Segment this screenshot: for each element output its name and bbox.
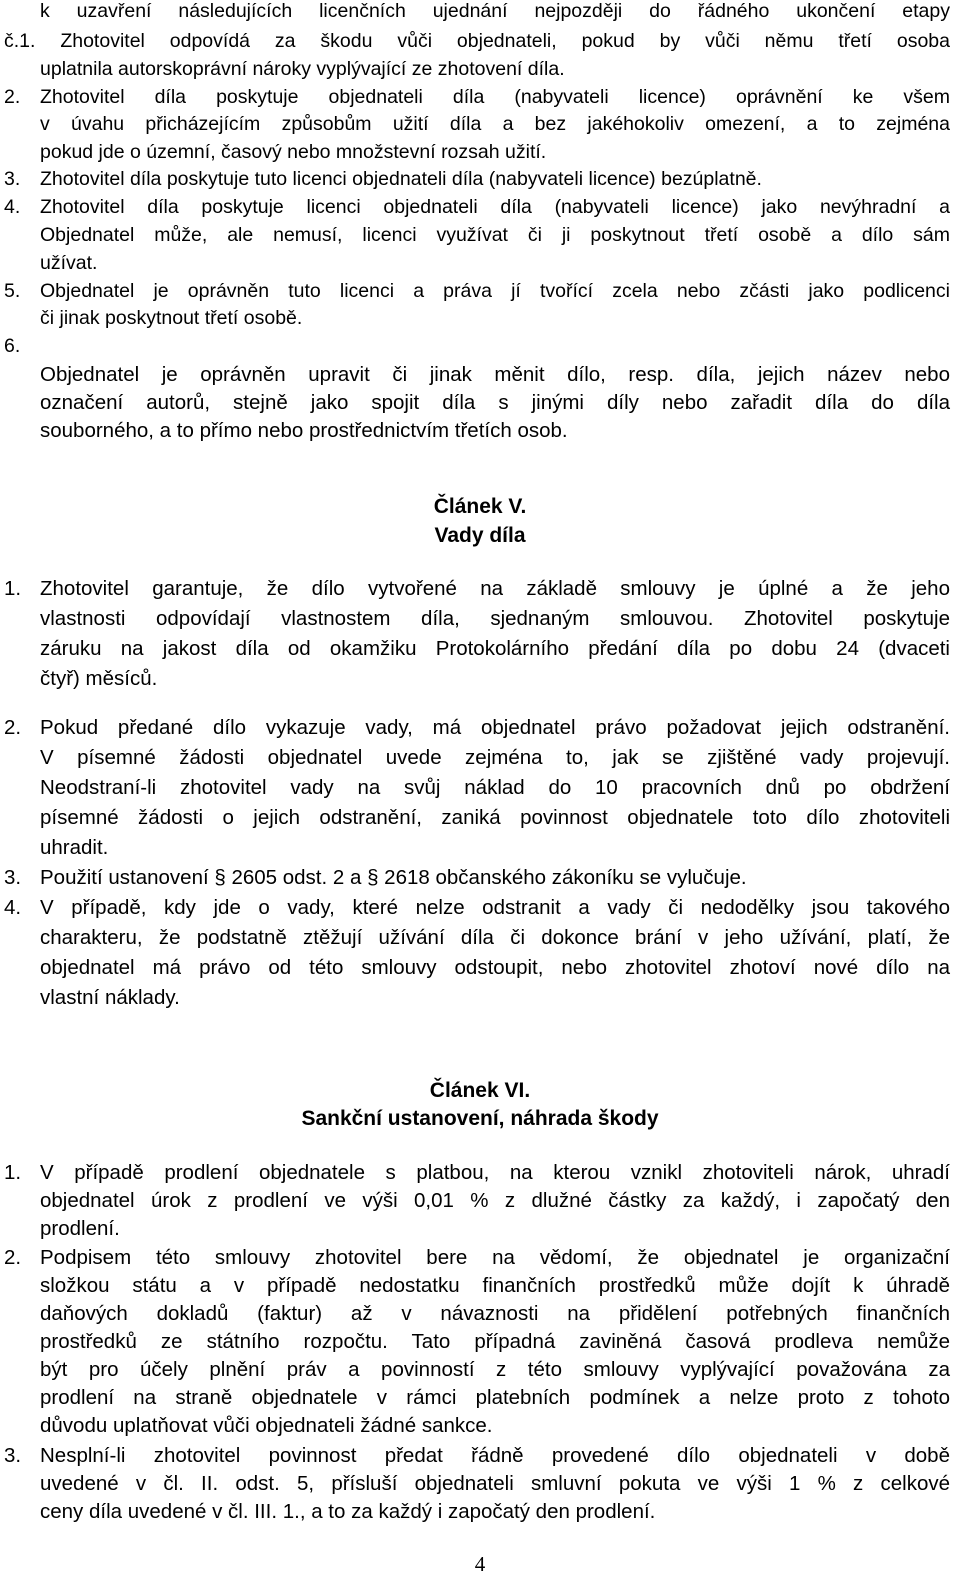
list-item-line: Neodstraní-li zhotovitel vady na svůj náklad do 10 pracovních dnů po obdržení xyxy=(40,776,950,799)
list-item-line: Pokud předané dílo vykazuje vady, má objednatel právo požadovat jejich odstranění. xyxy=(40,716,950,739)
article-subtitle: Sankční ustanovení, náhrada škody xyxy=(301,1107,659,1130)
article-title: Článek V. xyxy=(433,495,527,518)
list-item-line: důvodu uplatňovat vůči objednateli žádné sankce. xyxy=(40,1414,493,1437)
list-item-line: Zhotovitel díla poskytuje objednateli díla (nabyvateli licence) oprávnění ke všem xyxy=(40,86,950,108)
list-item-line: Podpisem této smlouvy zhotovitel bere na vědomí, že objednatel je organizační xyxy=(40,1246,950,1269)
list-number: 1. xyxy=(4,1161,22,1184)
intro-line: č.1. Zhotovitel odpovídá za škodu vůči objednateli, pokud by vůči němu třetí osoba xyxy=(4,30,950,52)
list-number: 4. xyxy=(4,196,21,218)
list-item-line: Použití ustanovení § 2605 odst. 2 a § 2618 občanského zákoníku se vylučuje. xyxy=(40,866,747,889)
list-item-line: pokud jde o územní, časový nebo množstevní rozsah užití. xyxy=(40,141,547,163)
list-item-line: Objednatel je oprávněn tuto licenci a práva jí tvořící zcela nebo zčásti jako podlicenci xyxy=(40,280,950,302)
list-number: 1. xyxy=(4,577,22,600)
list-item-line: složkou státu a v případě nedostatku finančních prostředků může dojít k úhradě xyxy=(40,1274,950,1297)
list-item-line: Zhotovitel garantuje, že dílo vytvořené na základě smlouvy je úplné a že jeho xyxy=(40,577,950,600)
list-item-line: Objednatel může, ale nemusí, licenci využívat či ji poskytnout třetí osobě a dílo sám xyxy=(40,224,950,246)
list-item-line: či jinak poskytnout třetí osobě. xyxy=(40,307,303,329)
article-subtitle: Vady díla xyxy=(434,524,526,547)
list-item-line: daňových dokladů (faktur) až v návaznosti na přidělení potřebných finančních xyxy=(40,1302,950,1325)
list-item-line: objednatel má právo od této smlouvy odstoupit, nebo zhotovitel zhotoví nové dílo na xyxy=(40,956,950,979)
list-item-line: objednatel úrok z prodlení ve výši 0,01 % z dlužné částky za každý, i započatý den xyxy=(40,1189,950,1212)
list-item-line: písemné žádosti o jejich odstranění, zaniká povinnost objednatele toto dílo zhotoviteli xyxy=(40,806,950,829)
list-number: 3. xyxy=(4,1444,22,1467)
list-item-line: souborného, a to přímo nebo prostřednictvím třetích osob. xyxy=(40,419,568,442)
list-number: 6. xyxy=(4,335,21,357)
list-number: 3. xyxy=(4,866,22,889)
page-number: 4 xyxy=(474,1552,486,1576)
list-item-line: prodlení. xyxy=(40,1217,120,1240)
list-item-line: Zhotovitel díla poskytuje licenci objednateli díla (nabyvateli licence) jako nevýhradní a xyxy=(40,196,950,218)
list-item-line: charakteru, že podstatně ztěžují užívání díla či dokonce brání v jeho užívání, platí, že xyxy=(40,926,950,949)
list-item-line: užívat. xyxy=(40,252,98,274)
list-item-line: vlastnosti odpovídají vlastnostem díla, sjednaným smlouvou. Zhotovitel poskytuje xyxy=(40,607,950,630)
list-item-line: čtyř) měsíců. xyxy=(40,667,158,690)
list-number: 2. xyxy=(4,1246,22,1269)
list-item-line: označení autorů, stejně jako spojit díla s jinými díly nebo zařadit díla do díla xyxy=(40,391,950,414)
list-item-line: být pro účely plnění práv a povinností z této smlouvy vyplývající považována za xyxy=(40,1358,950,1381)
intro-line: k uzavření následujících licenčních ujednání nejpozději do řádného ukončení etapy xyxy=(40,0,950,22)
list-item-line: záruku na jakost díla od okamžiku Protokolárního předání díla po dobu 24 (dvaceti xyxy=(40,637,950,660)
list-number: 2. xyxy=(4,716,22,739)
list-item-line: Nesplní-li zhotovitel povinnost předat řádně provedené dílo objednateli v době xyxy=(40,1444,950,1467)
list-item-line: vlastní náklady. xyxy=(40,986,180,1009)
list-item-line: uhradit. xyxy=(40,836,109,859)
list-item-line: ceny díla uvedené v čl. III. 1., a to za každý i započatý den prodlení. xyxy=(40,1500,656,1523)
list-item-line: v úvahu přicházejícím způsobům užití díla a bez jakéhokoliv omezení, a to zejména xyxy=(40,113,950,135)
list-item-line: prostředků ze státního rozpočtu. Tato případná zaviněná časová prodleva nemůže xyxy=(40,1330,950,1353)
intro-line: uplatnila autorskoprávní nároky vyplývající ze zhotovení díla. xyxy=(40,58,565,80)
list-item-line: V písemné žádosti objednatel uvede zejména to, jak se zjištěné vady projevují. xyxy=(40,746,950,769)
list-item-line: V případě prodlení objednatele s platbou, na kterou vznikl zhotoviteli nárok, uhradí xyxy=(40,1161,950,1184)
list-item-line: uvedené v čl. II. odst. 5, přísluší objednateli smluvní pokuta ve výši 1 % z celkové xyxy=(40,1472,950,1495)
list-number: 5. xyxy=(4,280,21,302)
list-item-line: Zhotovitel díla poskytuje tuto licenci objednateli díla (nabyvateli licence) bezúplatně. xyxy=(40,168,762,190)
list-item-line: prodlení na straně objednatele v rámci platebních podmínek a nelze proto z tohoto xyxy=(40,1386,950,1409)
list-number: 2. xyxy=(4,86,21,108)
list-item-line: Objednatel je oprávněn upravit či jinak měnit dílo, resp. díla, jejich název nebo xyxy=(40,363,950,386)
article-title: Článek VI. xyxy=(429,1079,531,1102)
list-number: 3. xyxy=(4,168,21,190)
list-number: 4. xyxy=(4,896,22,919)
list-item-line: V případě, kdy jde o vady, které nelze odstranit a vady či nedodělky jsou takového xyxy=(40,896,950,919)
